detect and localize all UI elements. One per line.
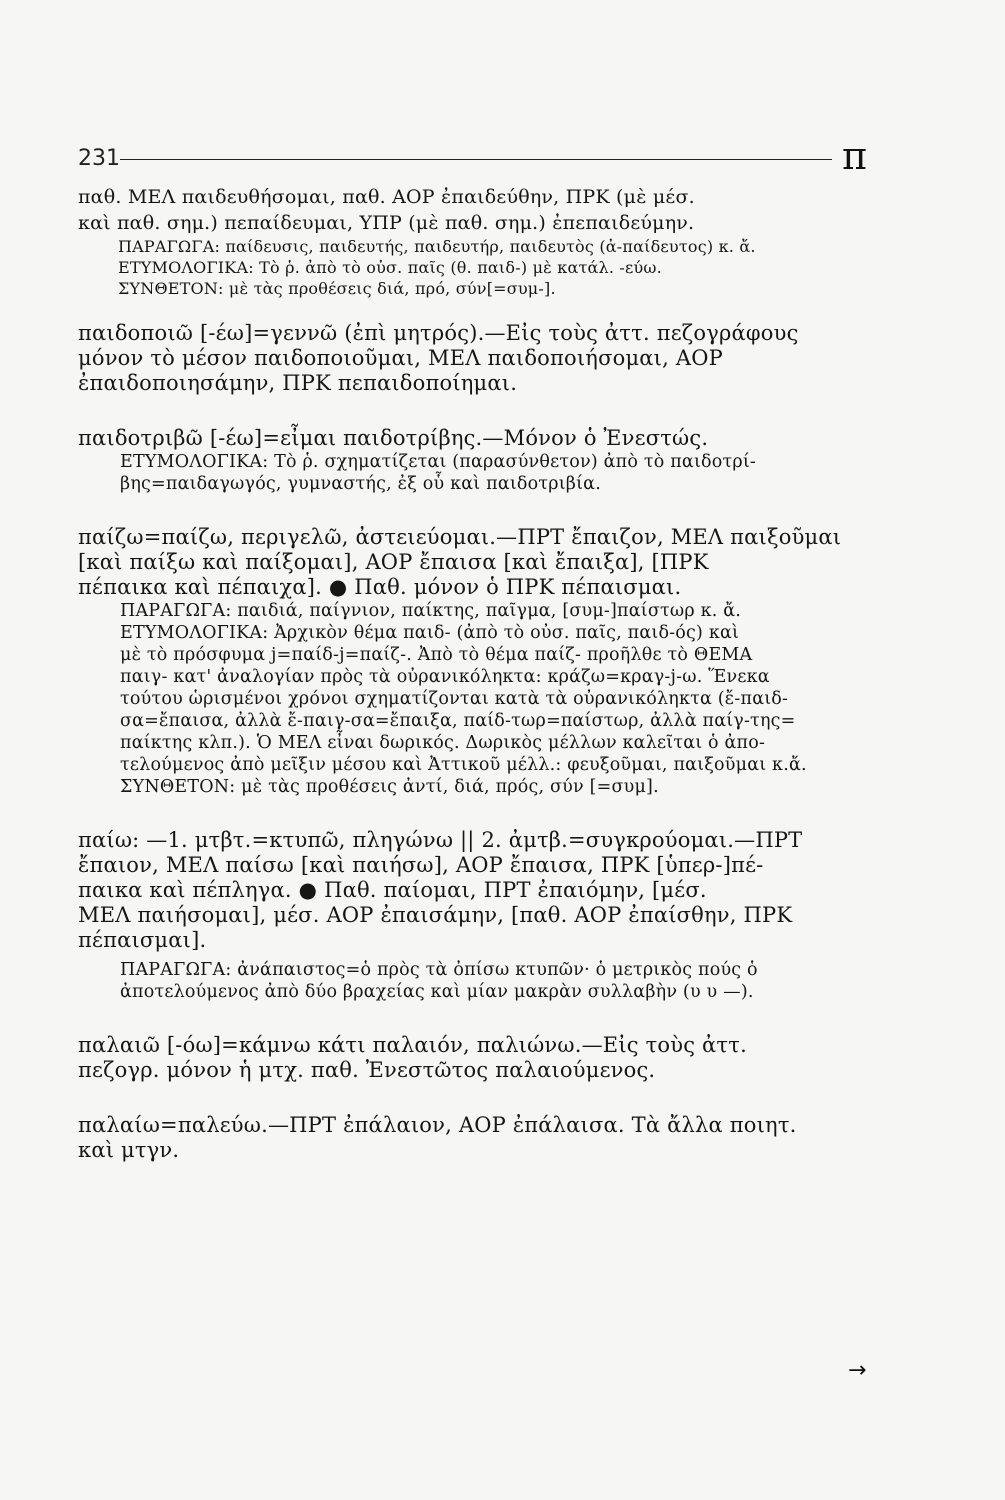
entry-headline: παλαιῶ [-όω]=κάμνω κάτι παλαιόν, παλιώνω.—Εἰς τοὺς ἀττ. bbox=[78, 1033, 747, 1057]
text-line: πέπαικα καὶ πέπαιχα]. ● Παθ. μόνον ὁ ΠΡΚ πέπαισμαι. bbox=[78, 575, 682, 599]
entry-paizo bbox=[78, 525, 878, 798]
text-line: ΕΤΥΜΟΛΟΓΙΚΑ: Τὸ ῥ. ἀπὸ τὸ οὐσ. παῖς (θ. παιδ-) μὲ κατάλ. -εύω. bbox=[118, 258, 662, 277]
text-line: τούτου ὡρισμένοι χρόνοι σχηματίζονται κατὰ τὰ οὐρανικόληκτα (ἔ-παιδ- bbox=[120, 689, 789, 709]
entry-palaio-verb bbox=[78, 1033, 878, 1083]
section-letter: π bbox=[842, 134, 867, 178]
text-line: ΕΤΥΜΟΛΟΓΙΚΑ: Τὸ ῥ. σχηματίζεται (παρασύνθετον) ἀπὸ τὸ παιδοτρί- bbox=[120, 452, 757, 472]
text-line: μὲ τὸ πρόσφυμα j=παίδ-j=παίζ-. Ἀπὸ τὸ θέμα παίζ- προῆλθε τὸ ΘΕΜΑ bbox=[120, 645, 753, 665]
page-header bbox=[78, 134, 868, 178]
text-line: ἐπαιδοποιησάμην, ΠΡΚ πεπαιδοποίημαι. bbox=[78, 371, 518, 395]
text-line: παθ. ΜΕΛ παιδευθήσομαι, παθ. ΑΟΡ ἐπαιδεύθην, ΠΡΚ (μὲ μέσ. bbox=[78, 186, 695, 208]
text-line: καὶ μτγν. bbox=[78, 1138, 180, 1162]
entry-paio bbox=[78, 828, 878, 1003]
text-line: παιγ- κατ' ἀναλογίαν πρὸς τὰ οὐρανικόληκτα: κράζω=κραγ-j-ω. Ἕνεκα bbox=[120, 667, 770, 687]
text-line: πεζογρ. μόνον ἡ μτχ. παθ. Ἐνεστῶτος παλαιούμενος. bbox=[78, 1058, 656, 1082]
text-line: μόνον τὸ μέσον παιδοποιοῦμαι, ΜΕΛ παιδοποιήσομαι, ΑΟΡ bbox=[78, 346, 723, 370]
text-line: ἀποτελούμενος ἀπὸ δύο βραχείας καὶ μίαν μακρὰν συλλαβὴν (υ υ —). bbox=[120, 982, 754, 1002]
text-line: καὶ παθ. σημ.) πεπαίδευμαι, ΥΠΡ (μὲ παθ. σημ.) ἐπεπαιδεύμην. bbox=[78, 212, 695, 234]
continue-arrow-icon: → bbox=[848, 1358, 867, 1383]
text-line: ΠΑΡΑΓΩΓΑ: παίδευσις, παιδευτής, παιδευτήρ, παιδευτὸς (ἀ-παίδευτος) κ. ἄ. bbox=[118, 237, 756, 256]
entry-notes bbox=[78, 451, 878, 495]
entry-paidopoio bbox=[78, 321, 878, 396]
entry-headline: παλαίω=παλεύω.—ΠΡΤ ἐπάλαιον, ΑΟΡ ἐπάλαισα. Τὰ ἄλλα ποιητ. bbox=[78, 1113, 797, 1137]
text-line: βης=παιδαγωγός, γυμναστής, ἐξ οὗ καὶ παιδοτριβία. bbox=[120, 474, 601, 494]
entry-notes bbox=[78, 236, 878, 299]
entry-notes bbox=[78, 959, 878, 1003]
text-line: παίκτης κλπ.). Ὁ ΜΕΛ εἶναι δωρικός. Δωρικὸς μέλλων καλεῖται ὁ ἀπο- bbox=[120, 733, 766, 753]
entry-headline: παίω: —1. μτβτ.=κτυπῶ, πληγώνω || 2. ἀμτβ.=συγκρούομαι.—ΠΡΤ bbox=[78, 828, 803, 852]
text-line: σα=ἔπαισα, ἀλλὰ ἔ-παιγ-σα=ἔπαιξα, παίδ-τωρ=παίστωρ, ἀλλὰ παίγ-της= bbox=[120, 711, 796, 731]
text-line: ΕΤΥΜΟΛΟΓΙΚΑ: Ἀρχικὸν θέμα παιδ- (ἀπὸ τὸ οὐσ. παῖς, παιδ-ός) καὶ bbox=[120, 623, 740, 643]
entry-headline: παίζω=παίζω, περιγελῶ, ἀστειεύομαι.—ΠΡΤ ἔπαιζον, ΜΕΛ παιξοῦμαι bbox=[78, 525, 842, 549]
text-line: ΠΑΡΑΓΩΓΑ: παιδιά, παίγνιον, παίκτης, παῖγμα, [συμ-]παίστωρ κ. ἄ. bbox=[120, 601, 742, 621]
entry-headline: παιδοποιῶ [-έω]=γεννῶ (ἐπὶ μητρός).—Εἰς τοὺς ἀττ. πεζογράφους bbox=[78, 321, 799, 345]
entry-palaio bbox=[78, 1113, 878, 1163]
text-line: ΣΥΝΘΕΤΟΝ: μὲ τὰς προθέσεις διά, πρό, σύν[=συμ-]. bbox=[118, 279, 556, 298]
page-number: 231 bbox=[78, 146, 120, 171]
text-line: τελούμενος ἀπὸ μεῖξιν μέσου καὶ Ἀττικοῦ μέλλ.: φευξοῦμαι, παιξοῦμαι κ.ἄ. bbox=[120, 755, 807, 775]
text-line: ἔπαιον, ΜΕΛ παίσω [καὶ παιήσω], ΑΟΡ ἔπαισα, ΠΡΚ [ὑπερ-]πέ- bbox=[78, 853, 764, 877]
text-line: ΜΕΛ παιήσομαι], μέσ. ΑΟΡ ἐπαισάμην, [παθ. ΑΟΡ ἐπαίσθην, ΠΡΚ bbox=[78, 903, 793, 927]
entry-continuation bbox=[78, 184, 878, 299]
text-line: πέπαισμαι]. bbox=[78, 928, 207, 952]
text-line: ΠΑΡΑΓΩΓΑ: ἀνάπαιστος=ὁ πρὸς τὰ ὀπίσω κτυπῶν· ὁ μετρικὸς πούς ὁ bbox=[120, 960, 758, 980]
dictionary-content bbox=[78, 184, 878, 1183]
text-line: ΣΥΝΘΕΤΟΝ: μὲ τὰς προθέσεις ἀντί, διά, πρός, σύν [=συμ]. bbox=[120, 777, 659, 797]
header-rule bbox=[120, 159, 832, 160]
entry-notes bbox=[78, 600, 878, 798]
entry-headline: παιδοτριβῶ [-έω]=εἶμαι παιδοτρίβης.—Μόνον ὁ Ἐνεστώς. bbox=[78, 426, 709, 450]
entry-paidotribo bbox=[78, 426, 878, 495]
text-line: παικα καὶ πέπληγα. ● Παθ. παίομαι, ΠΡΤ ἐπαιόμην, [μέσ. bbox=[78, 878, 707, 902]
text-line: [καὶ παίξω καὶ παίξομαι], ΑΟΡ ἔπαισα [καὶ ἔπαιξα], [ΠΡΚ bbox=[78, 550, 709, 574]
